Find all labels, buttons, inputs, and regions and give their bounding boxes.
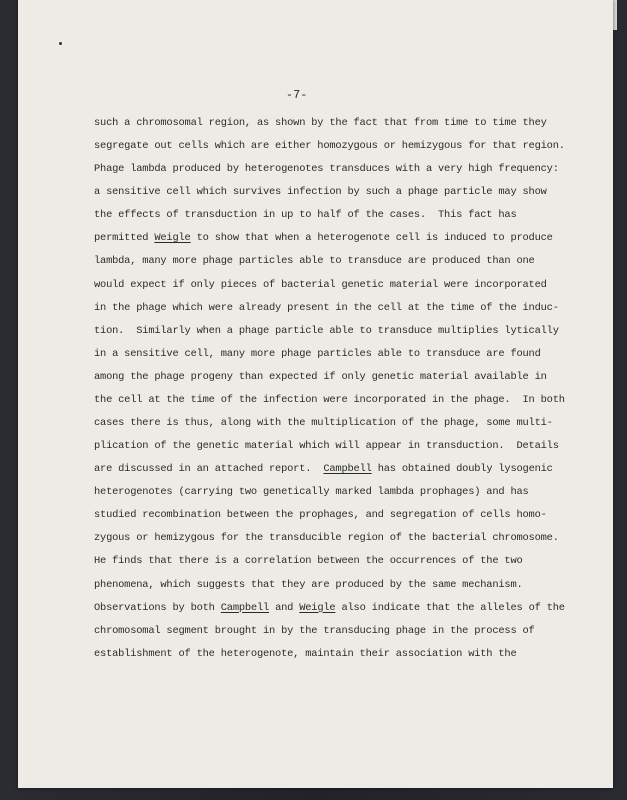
text-line: zygous or hemizygous for the transducible region of the bacterial chromosome. <box>94 532 559 545</box>
text-line: among the phage progeny than expected if only genetic material available in <box>94 370 547 383</box>
page-number: -7- <box>286 89 308 102</box>
text-line: in a sensitive cell, many more phage particles able to transduce are found <box>94 347 541 360</box>
text-line <box>94 597 564 620</box>
text-line: tion. Similarly when a phage particle able to transduce multiplies lytically <box>94 324 559 337</box>
text-line <box>94 227 564 250</box>
underlined-name: Campbell <box>323 463 372 476</box>
text-line: cases there is thus, along with the multiplication of the phage, some multi- <box>94 417 553 430</box>
text-line: studied recombination between the prophages, and segregation of cells homo- <box>94 509 547 522</box>
text-fragment: also indicate that the alleles of the <box>335 601 565 614</box>
underlined-name: Weigle <box>154 232 191 245</box>
paper-edge <box>613 0 617 30</box>
text-line: the effects of transduction in up to half of the cases. This fact has <box>94 209 517 222</box>
text-line: Phage lambda produced by heterogenotes transduces with a very high frequency: <box>94 163 559 176</box>
text-line: plication of the genetic material which will appear in transduction. Details <box>94 440 559 453</box>
text-line: in the phage which were already present in the cell at the time of the induc- <box>94 301 559 314</box>
text-line: such a chromosomal region, as shown by the fact that from time to time they <box>94 117 547 129</box>
text-fragment: and <box>269 601 300 614</box>
text-line: a sensitive cell which survives infection by such a phage particle may show <box>94 186 547 199</box>
text-fragment: to show that when a heterogenote cell is induced to produce <box>190 232 553 245</box>
underlined-name: Weigle <box>299 601 336 614</box>
text-line: He finds that there is a correlation between the occurrences of the two <box>94 555 523 568</box>
text-line: the cell at the time of the infection were incorporated in the phage. In both <box>94 393 565 406</box>
text-fragment: are discussed in an attached report. <box>94 463 324 476</box>
text-fragment: has obtained doubly lysogenic <box>371 463 553 476</box>
text-line: segregate out cells which are either homozygous or hemizygous for that region. <box>94 140 565 153</box>
text-line: phenomena, which suggests that they are produced by the same mechanism. <box>94 578 523 591</box>
ink-speck <box>59 42 62 45</box>
text-line: chromosomal segment brought in by the transducing phage in the process of <box>94 624 535 637</box>
underlined-name: Campbell <box>220 601 270 614</box>
text-line: establishment of the heterogenote, maintain their association with the <box>94 647 517 660</box>
text-line: would expect if only pieces of bacterial genetic material were incorporated <box>94 278 547 291</box>
text-line <box>94 458 564 481</box>
body-text <box>94 112 564 666</box>
text-fragment: permitted <box>94 232 155 245</box>
text-fragment: Observations by both <box>94 601 221 614</box>
text-line: lambda, many more phage particles able to transduce are produced than one <box>94 255 535 268</box>
text-line: heterogenotes (carrying two genetically marked lambda prophages) and has <box>94 486 529 499</box>
